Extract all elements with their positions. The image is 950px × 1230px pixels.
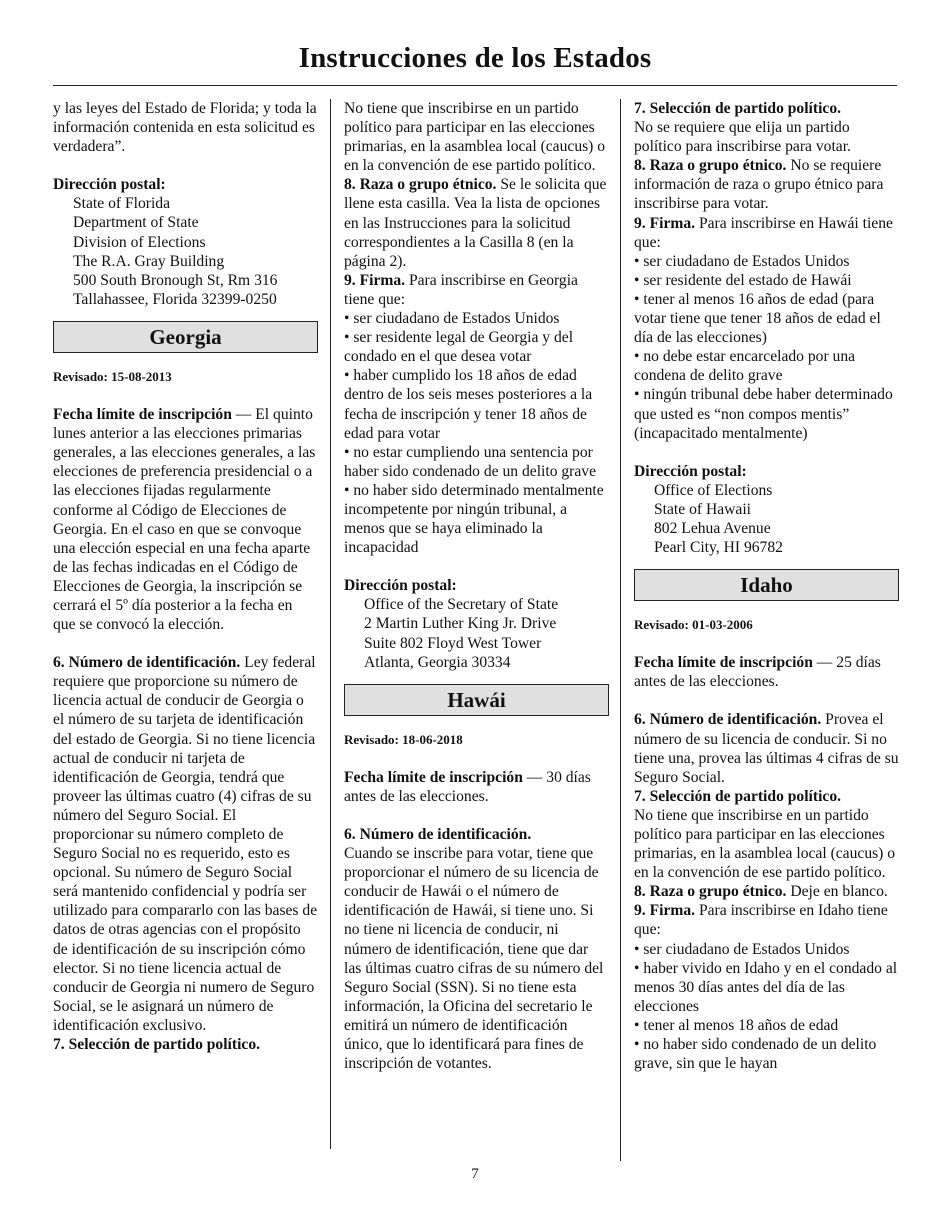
- georgia-party-label: 7. Selección de partido político.: [53, 1036, 261, 1054]
- hawaii-mail-label: Dirección postal:: [634, 462, 747, 480]
- idaho-revised-date: Revisado: 01-03-2006: [634, 617, 753, 633]
- florida-mail-label: Dirección postal:: [53, 176, 166, 194]
- address-line: Tallahassee, Florida 32399-0250: [73, 290, 277, 308]
- list-item: • tener al menos 18 años de edad: [634, 1016, 839, 1034]
- hawaii-deadline-text: — 30 días antes de las elecciones.: [344, 768, 591, 805]
- address-line: Suite 802 Floyd West Tower: [364, 634, 542, 652]
- idaho-deadline-label: Fecha límite de inscripción: [634, 654, 813, 672]
- page-title: Instrucciones de los Estados: [298, 42, 652, 74]
- list-item: • ser ciudadano de Estados Unidos: [634, 940, 850, 958]
- hawaii-signature-text: Para inscribirse en Hawái tiene que:: [634, 214, 893, 251]
- list-item: • tener al menos 16 años de edad (para votar tiene que tener 18 años de edad el día de las elecciones): [634, 290, 881, 347]
- address-line: State of Florida: [73, 195, 171, 213]
- hawaii-signature-label: 9. Firma.: [634, 214, 696, 232]
- idaho-race-paragraph: [634, 882, 899, 901]
- page-number: 7: [471, 1166, 479, 1182]
- hawaii-race-label: 8. Raza o grupo étnico.: [634, 157, 787, 175]
- list-item: • ser residente del estado de Hawái: [634, 271, 852, 289]
- idaho-deadline-text: — 25 días antes de las elecciones.: [634, 654, 881, 691]
- idaho-race-label: 8. Raza o grupo étnico.: [634, 883, 787, 901]
- column-divider-1: [330, 99, 331, 1149]
- hawaii-deadline-paragraph: [344, 768, 609, 806]
- georgia-race-paragraph: [344, 175, 609, 270]
- hawaii-deadline-label: Fecha límite de inscripción: [344, 768, 523, 786]
- column-2: [344, 99, 609, 1073]
- georgia-race-text: Se le solicita que llene esta casilla. Vea la lista de opciones en las Instrucciones para la solicitud correspondientes a la Casilla 8 (en la página 2).: [344, 176, 607, 270]
- georgia-deadline-label: Fecha límite de inscripción: [53, 406, 232, 424]
- idaho-party-label: 7. Selección de partido político.: [634, 787, 842, 805]
- address-line: The R.A. Gray Building: [73, 252, 225, 270]
- idaho-id-label: 6. Número de identificación.: [634, 711, 822, 729]
- column-divider-2: [620, 99, 621, 1161]
- address-line: State of Hawaii: [654, 500, 751, 518]
- idaho-signature-text: Para inscribirse en Idaho tiene que:: [634, 902, 888, 939]
- address-line: Division of Elections: [73, 233, 206, 251]
- idaho-party-text: No tiene que inscribirse en un partido político para participar en las elecciones primarias, en la asamblea local (caucus) o en la convención de ese partido político.: [634, 806, 896, 882]
- idaho-signature-paragraph: [634, 901, 899, 939]
- list-item: • no debe estar encarcelado por una condena de delito grave: [634, 348, 856, 385]
- hawaii-party-text: No se requiere que elija un partido político para inscribirse para votar.: [634, 119, 851, 156]
- georgia-id-text: Ley federal requiere que proporcione su número de licencia actual de conducir de Georgia o el número de su tarjeta de identificación del estado de Georgia. Si no tiene licencia actual de conducir ni tarjeta de identificación de Georgia, tendrá que proveer las últimas cuatro (4) cifras de su número del Seguro Social. El proporcionar su número completo de Seguro Social no es requerido, esto es opcional. Su número de Seguro Social será mantenido confidencial y podría ser utilizado para compararlo con las bases de datos de otras agencias con el propósito de identificación de su inscripción cómo elector. Si no tiene licencia actual de conducir de Georgia ni numero de Seguro Social, se le asignará un número de identificación exclusivo.: [53, 654, 318, 1034]
- list-item: • no haber sido condenado de un delito grave, sin que le hayan: [634, 1036, 877, 1073]
- list-item: • no estar cumpliendo una sentencia por haber sido condenado de un delito grave: [344, 443, 597, 480]
- address-line: 500 South Bronough St, Rm 316: [73, 271, 278, 289]
- georgia-id-paragraph: [53, 653, 318, 1035]
- georgia-race-label: 8. Raza o grupo étnico.: [344, 176, 497, 194]
- idaho-id-text: Provea el número de su licencia de conducir. Si no tiene una, provea las últimas 4 cifras de su Seguro Social.: [634, 711, 899, 786]
- hawaii-signature-paragraph: [634, 214, 899, 252]
- hawaii-revised-date: Revisado: 18-06-2018: [344, 731, 463, 747]
- address-line: Office of the Secretary of State: [364, 596, 559, 614]
- georgia-id-label: 6. Número de identificación.: [53, 654, 241, 672]
- georgia-signature-paragraph: [344, 271, 609, 309]
- florida-intro-text: y las leyes del Estado de Florida; y toda la información contenida en esta solicitud es verdadera”.: [53, 100, 317, 156]
- hawaii-race-text: No se requiere información de raza o grupo étnico para inscribirse para votar.: [634, 157, 884, 213]
- address-line: 2 Martin Luther King Jr. Drive: [364, 615, 557, 633]
- title-rule: [53, 85, 897, 86]
- idaho-section-header: Idaho: [634, 569, 899, 601]
- list-item: • ningún tribunal debe haber determinado que usted es “non compos mentis” (incapacitado mentalmente): [634, 386, 893, 442]
- idaho-id-paragraph: [634, 710, 899, 786]
- hawaii-mailing-address: [634, 481, 899, 557]
- georgia-signature-text: Para inscribirse en Georgia tiene que:: [344, 271, 578, 308]
- idaho-deadline-paragraph: [634, 653, 899, 691]
- address-line: 802 Lehua Avenue: [654, 519, 771, 537]
- hawaii-section-header: Hawái: [344, 684, 609, 716]
- idaho-requirements-list: [634, 940, 899, 1074]
- column-3: [634, 99, 899, 1073]
- georgia-mail-label: Dirección postal:: [344, 577, 457, 595]
- address-line: Atlanta, Georgia 30334: [364, 653, 511, 671]
- list-item: • no haber sido determinado mentalmente incompetente por ningún tribunal, a menos que se haya eliminado la incapacidad: [344, 481, 604, 557]
- list-item: • ser ciudadano de Estados Unidos: [344, 310, 560, 328]
- georgia-revised-date: Revisado: 15-08-2013: [53, 368, 172, 384]
- column-1: [53, 99, 318, 1054]
- hawaii-id-text: Cuando se inscribe para votar, tiene que proporcionar el número de su licencia de conducir de Hawái o el número de identificación de Hawái, si tiene uno. Si no tiene ni licencia de conducir, ni número de identificación, tiene que dar las últimas cuatro cifras de su número del Seguro Social (SSN). Si no tiene esta información, la Oficina del secretario le emitirá un número de identificación único, que lo identificará para fines de inscripción de votantes.: [344, 845, 604, 1073]
- hawaii-race-paragraph: [634, 156, 899, 213]
- georgia-party-text: No tiene que inscribirse en un partido político para participar en las elecciones primarias, en la asamblea local (caucus) o en la convención de ese partido político.: [344, 100, 606, 175]
- georgia-section-header: Georgia: [53, 321, 318, 353]
- florida-mailing-address: [53, 194, 318, 309]
- hawaii-party-label: 7. Selección de partido político.: [634, 100, 842, 117]
- georgia-deadline-text: — El quinto lunes anterior a las elecciones primarias generales, a las elecciones generales, a las elecciones de preferencia presidencial o a las elecciones fijadas regularmente conforme al Código de Elecciones de Georgia. En el caso en que se convoque una elección especial en una fecha aparte de las fechas indicadas en el Código de Elecciones de Georgia, la inscripción se cerrará el 5º día posterior a la fecha en que se convocó la elección.: [53, 406, 316, 634]
- hawaii-requirements-list: [634, 252, 899, 443]
- georgia-requirements-list: [344, 309, 609, 557]
- list-item: • ser ciudadano de Estados Unidos: [634, 252, 850, 270]
- list-item: • haber vivido en Idaho y en el condado al menos 30 días antes del día de las elecciones: [634, 959, 898, 1015]
- address-line: Pearl City, HI 96782: [654, 539, 783, 557]
- idaho-race-text: Deje en blanco.: [786, 883, 888, 901]
- georgia-deadline-paragraph: [53, 405, 318, 634]
- idaho-signature-label: 9. Firma.: [634, 902, 696, 920]
- georgia-signature-label: 9. Firma.: [344, 271, 406, 289]
- georgia-mailing-address: [344, 595, 609, 671]
- hawaii-id-label: 6. Número de identificación.: [344, 826, 532, 843]
- address-line: Office of Elections: [654, 481, 773, 499]
- list-item: • ser residente legal de Georgia y del condado en el que desea votar: [344, 329, 574, 366]
- address-line: Department of State: [73, 214, 199, 232]
- list-item: • haber cumplido los 18 años de edad dentro de los seis meses posteriores a la fecha de inscripción y tener 18 años de edad para votar: [344, 367, 593, 442]
